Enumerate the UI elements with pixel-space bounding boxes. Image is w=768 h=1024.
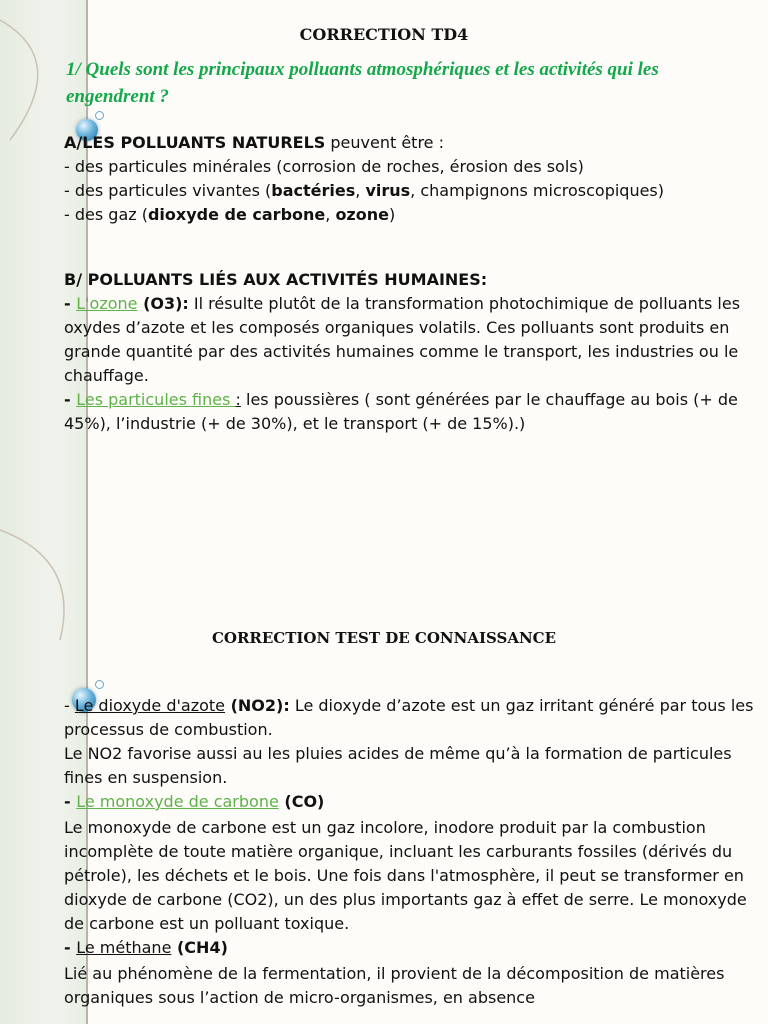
formula: (NO2): — [225, 696, 290, 715]
bold-term: virus — [365, 181, 411, 200]
colon: : — [235, 390, 241, 409]
co-paragraph: Le monoxyde de carbone est un gaz incolore, inodore produit par la combustion incomplète de toute matière organique, incluant les carburants fossiles (dérivés du pétrole), les déchets et le bois. Une fois dans l'atmosphère, il peut se transformer en dioxyde de carbone (CO2), un des plus importants gaz à effet de serre. Le monoxyde de carbone est un polluant toxique. — [64, 818, 747, 933]
test-block — [64, 694, 754, 1010]
dash: - — [64, 294, 77, 313]
natural-pollutants-block — [64, 131, 754, 227]
decorative-bubble-small — [95, 111, 104, 120]
text: , — [355, 181, 366, 200]
text: , — [325, 205, 336, 224]
natural-line-gas — [64, 203, 754, 227]
decorative-bubble-small — [95, 680, 104, 689]
ch4-heading — [64, 936, 754, 960]
natural-pollutants-intro: peuvent être : — [325, 133, 444, 152]
natural-pollutants-heading-line — [64, 131, 754, 155]
section-title-td4: CORRECTION TD4 — [299, 25, 469, 44]
fine-particles-link[interactable]: Les particules fines — [76, 390, 236, 409]
fine-particles-paragraph — [64, 388, 754, 436]
ch4-link[interactable]: Le méthane — [76, 938, 172, 957]
ozone-paragraph — [64, 292, 754, 388]
natural-line-living — [64, 179, 754, 203]
natural-pollutants-heading: A/LES POLLUANTS NATURELS — [64, 133, 326, 152]
human-pollutants-heading: B/ POLLUANTS LIÉS AUX ACTIVITÉS HUMAINES: — [64, 270, 488, 289]
no2-paragraph-2: Le NO2 favorise aussi au les pluies acides de même qu’à la formation de particules fines en suspension. — [64, 744, 732, 787]
human-pollutants-block — [64, 268, 754, 436]
formula: (O3): — [137, 294, 189, 313]
bold-term: bactéries — [271, 181, 356, 200]
bold-term: ozone — [335, 205, 389, 224]
bold-term: dioxyde de carbone — [147, 205, 326, 224]
section-title-test: CORRECTION TEST DE CONNAISSANCE — [211, 629, 557, 647]
text: - des particules vivantes ( — [64, 181, 272, 200]
paragraph-text: Il résulte plutôt de la transformation photochimique de polluants les oxydes d’azote et les composés organiques volatils. Ces polluants sont produits en grande quantité par des activités humaines comme le transport, les industries ou le chauffage. — [64, 294, 741, 385]
paragraph-text: Le dioxyde d’azote est un gaz irritant généré par tous les processus de combustion. — [64, 696, 754, 739]
text: ) — [388, 205, 396, 224]
co-link[interactable]: Le monoxyde de carbone — [76, 792, 279, 811]
dash: - — [64, 696, 75, 715]
natural-line-mineral: - des particules minérales (corrosion de roches, érosion des sols) — [64, 157, 584, 176]
text: , champignons microscopiques) — [410, 181, 665, 200]
ozone-link[interactable]: L'ozone — [76, 294, 138, 313]
no2-paragraph — [64, 694, 754, 742]
formula: (CH4) — [171, 938, 228, 957]
text: - des gaz ( — [64, 205, 148, 224]
dash: - — [64, 390, 77, 409]
dash: - — [64, 938, 77, 957]
no2-link[interactable]: Le dioxyde d'azote — [74, 696, 226, 715]
ch4-paragraph: Lié au phénomène de la fermentation, il provient de la décomposition de matières organiques sous l’action de micro-organismes, en absence — [64, 964, 725, 1007]
co-heading — [64, 790, 754, 814]
formula: (CO) — [278, 792, 325, 811]
question-heading: 1/ Quels sont les principaux polluants atmosphériques et les activités qui les engendrent ? — [66, 59, 659, 107]
paragraph-text: les poussières ( sont générées par le chauffage au bois (+ de 45%), l’industrie (+ de 30%), et le transport (+ de 15%).) — [64, 390, 738, 433]
dash: - — [64, 792, 77, 811]
